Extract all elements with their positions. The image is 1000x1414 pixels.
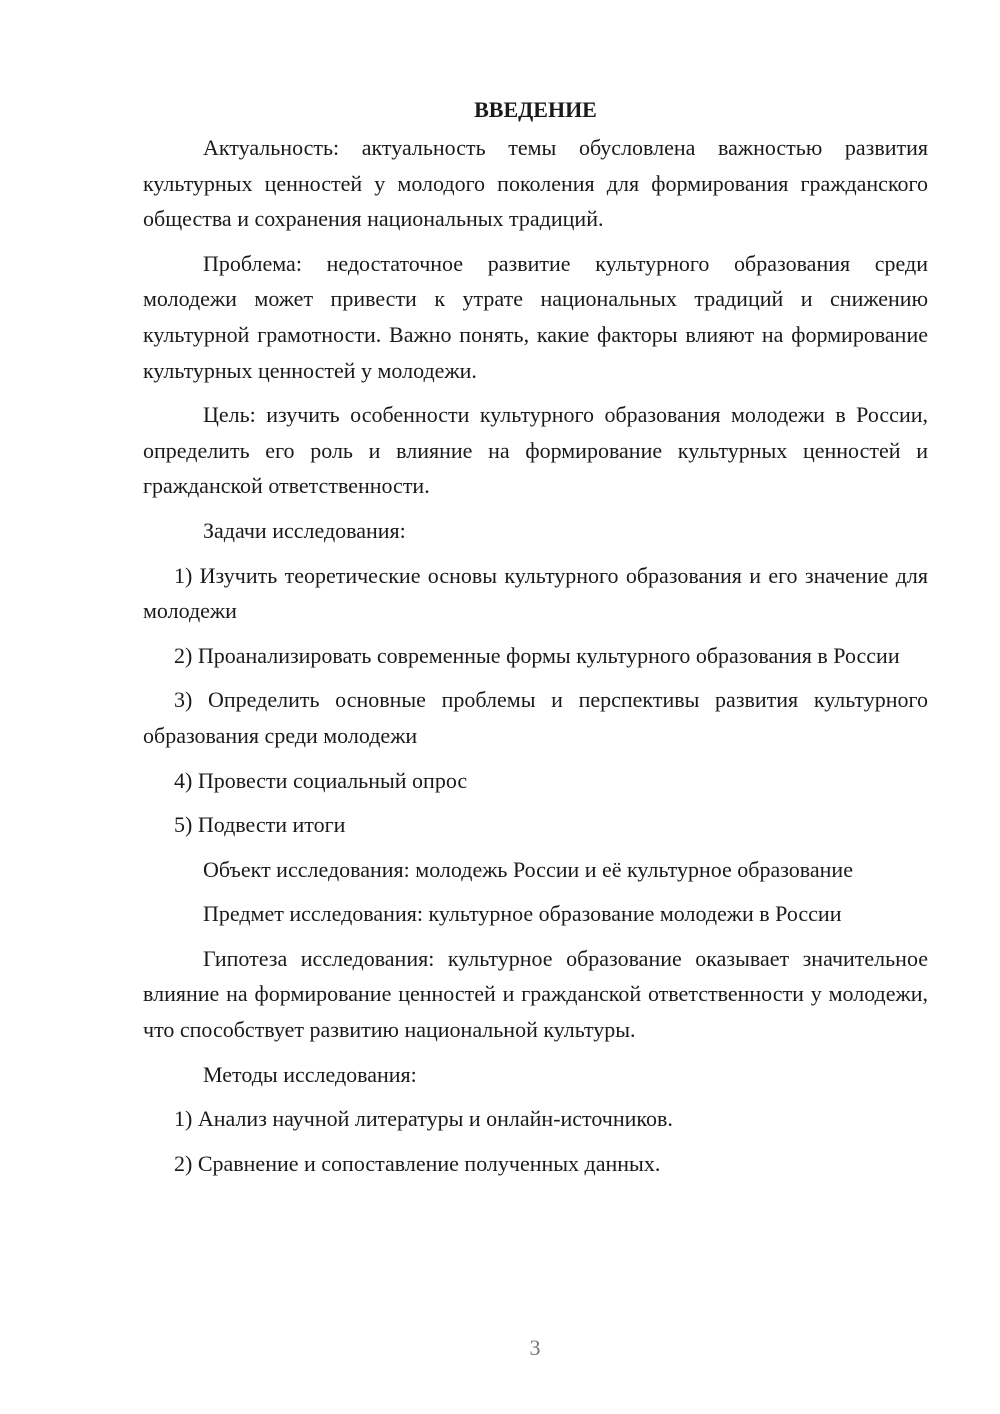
subject-paragraph: Предмет исследования: культурное образование молодежи в России [203, 901, 842, 927]
task-item-1: 1) Изучить теоретические основы культурного образования и его значение для молодежи [143, 562, 928, 624]
object-paragraph: Объект исследования: молодежь России и её культурное образование [203, 856, 853, 882]
task-item-3: 3) Определить основные проблемы и перспективы развития культурного образования среди молодежи [143, 687, 928, 748]
task-item-2: 2) Проанализировать современные формы культурного образования в России [174, 642, 900, 668]
page-number: 3 [529, 1335, 541, 1360]
goal-paragraph: Цель: изучить особенности культурного образования молодежи в России, определить его роль и влияние на формирование культурных ценностей и гражданской ответственности. [143, 402, 928, 499]
methods-title: Методы исследования: [203, 1061, 417, 1087]
method-item-1: 1) Анализ научной литературы и онлайн-источников. [174, 1106, 673, 1132]
task-item-4: 4) Провести социальный опрос [174, 767, 468, 793]
document-page [143, 94, 928, 1190]
method-item-2: 2) Сравнение и сопоставление полученных данных. [174, 1150, 661, 1176]
section-heading: ВВЕДЕНИЕ [474, 97, 597, 122]
hypothesis-paragraph: Гипотеза исследования: культурное образование оказывает значительное влияние на формирование ценностей и гражданской ответственности у молодежи, что способствует развитию национальной культуры. [143, 945, 928, 1043]
problem-paragraph: Проблема: недостаточное развитие культурного образования среди молодежи может привести к утрате национальных традиций и снижению культурной грамотности. Важно понять, какие факторы влияют на формирование культурных ценностей у молодежи. [143, 250, 928, 383]
task-item-5: 5) Подвести итоги [174, 812, 346, 838]
relevance-paragraph: Актуальность: актуальность темы обусловлена важностью развития культурных ценностей у молодого поколения для формирования гражданского общества и сохранения национальных традиций. [143, 135, 928, 232]
tasks-title: Задачи исследования: [203, 517, 406, 543]
